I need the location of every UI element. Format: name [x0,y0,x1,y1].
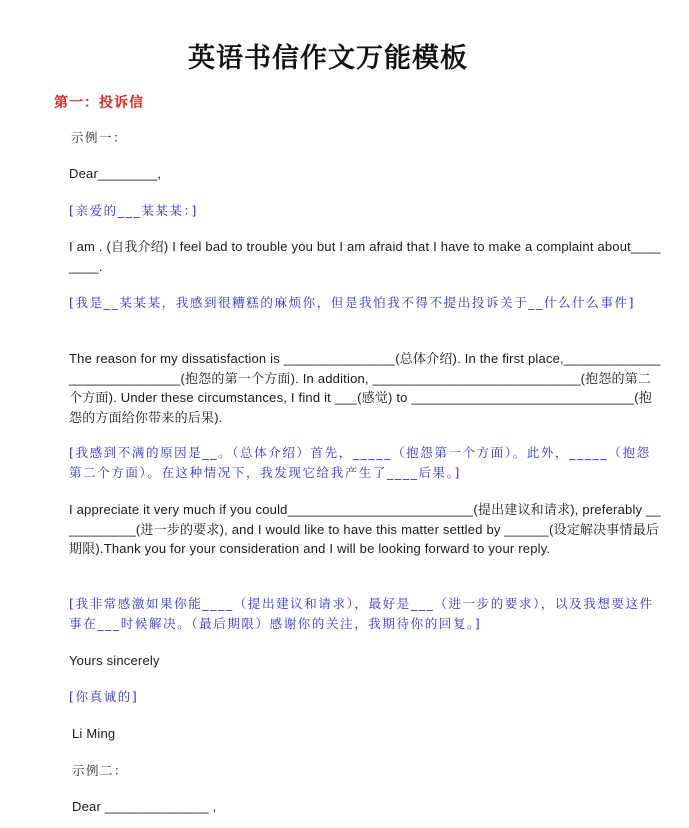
request-paragraph-translation: [我非常感激如果你能____（提出建议和请求），最好是___（进一步的要求），以及我想要这件事在___时候解决。（最后期限）感谢你的关注，我期待你的回复。] [69,596,654,631]
example-two-label: 示例二： [72,763,129,778]
opening-paragraph-translation: [我是__某某某，我感到很糟糕的麻烦你，但是我怕我不得不提出投诉关于__什么什么事件] [69,295,636,310]
complaint-details-translation: [我感到不满的原因是__。（总体介绍）首先，_____（抱怨第一个方面）。此外，_____（抱怨第二个方面）。在这种情况下，我发现它给我产生了____后果。] [69,445,651,480]
closing-translation: [你真诚的] [69,689,139,704]
opening-paragraph: I am . (自我介绍) I feel bad to trouble you but I am afraid that I have to make a complaint about________. [69,239,661,274]
request-paragraph: I appreciate it very much if you could_________________________(提出建议和请求), preferably ___________(进一步的要求), and I would like to have this matter settled by ______(设定解决事情最后期限).Thank you for your consideration and I will be looking forward to your reply. [69,502,661,556]
closing-line: Yours sincerely [69,653,160,668]
signature: Li Ming [72,726,116,741]
complaint-details-paragraph: The reason for my dissatisfaction is _______________(总体介绍). In the first place,____________________________(抱怨的第一个方面). In addition, ____________________________(抱怨的第二个方面). Under these circumstances, I find it ___(感觉) to ______________________________(抱怨的方面给你带来的后果). [69,351,661,425]
section-heading-complaint-letter: 第一：投诉信 [54,95,144,111]
salutation-translation: [亲爱的___某某某：] [69,203,198,218]
document-title: 英语书信作文万能模板 [188,43,468,74]
salutation-line-example-two: Dear ______________ , [72,799,217,814]
salutation-line: Dear________, [69,166,162,181]
example-one-label: 示例一： [71,130,128,145]
